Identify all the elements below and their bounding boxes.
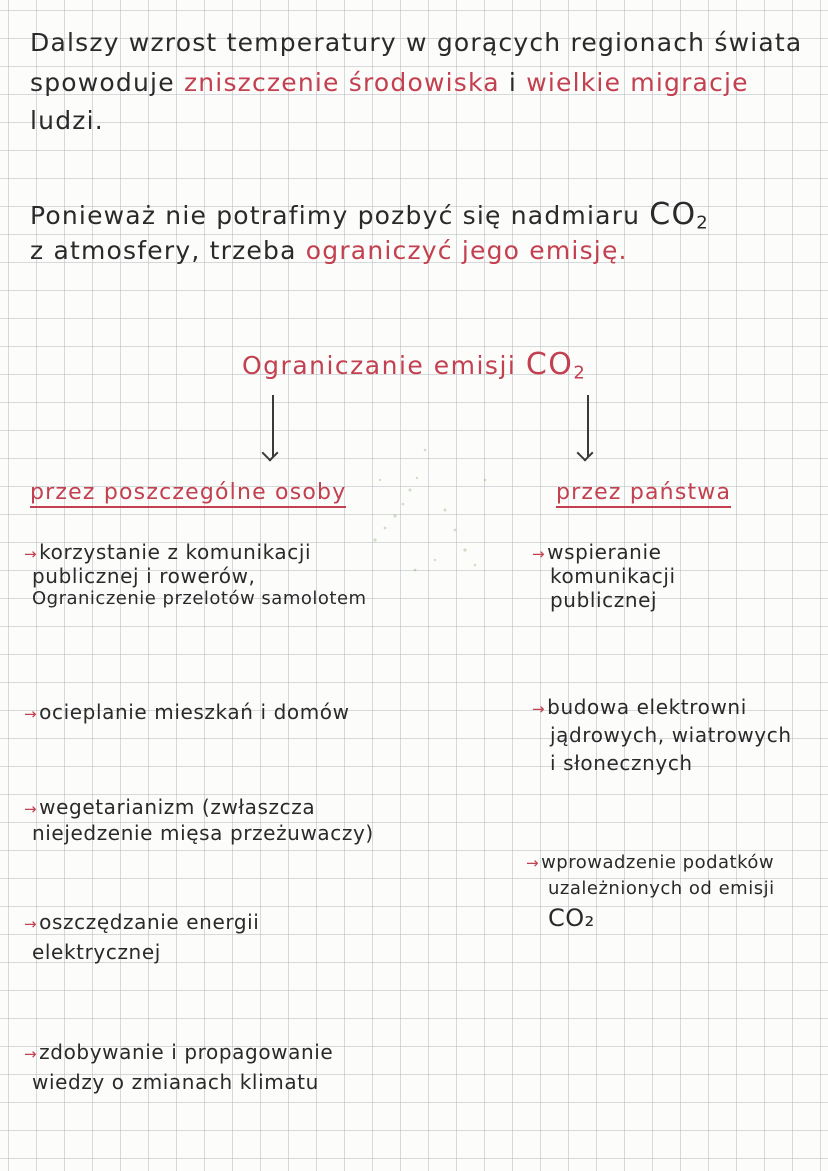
intro-line-1 [30,30,802,55]
right-item-1: → wspieranie komunikacji publicznej [532,540,676,612]
reason-text: Ponieważ nie potrafimy pozbyć się nadmiaru [30,201,641,230]
right-column-title: przez państwa [556,482,731,504]
arrow-right-icon: → [24,1045,38,1063]
arrow-down-icon [272,395,274,457]
heading-text: Ograniczanie [242,351,425,380]
heading-text: emisji [433,351,517,380]
reason-line-2 [30,238,628,263]
right-item-2: → budowa elektrowni jądrowych, wiatrowych i słonecznych [532,695,792,775]
right-item-3: → wprowadzenie podatków uzależnionych od emisji CO₂ [526,852,775,932]
co2-formula: $CO_2$ [525,347,587,384]
intro-text: i [508,68,518,97]
left-item-2: → ocieplanie mieszkań i domów [24,700,350,724]
arrow-right-icon: → [532,545,546,563]
intro-highlight: zniszczenie środowiska [183,68,500,97]
left-column-title: przez poszczególne osoby [30,482,346,504]
diagram-heading [242,347,587,384]
left-item-3: → wegetarianizm (zwłaszcza niejedzenie mięsa przeżuwaczy) [24,795,374,845]
left-item-4: → oszczędzanie energii elektrycznej [24,910,260,964]
arrow-down-icon [587,395,589,457]
arrow-right-icon: → [526,854,540,872]
faint-dots-decoration [355,420,505,580]
arrow-right-icon: → [532,700,546,718]
arrow-right-icon: → [24,800,38,818]
arrow-right-icon: → [24,705,38,723]
left-item-5: → zdobywanie i propagowanie wiedzy o zmianach klimatu [24,1040,334,1094]
intro-text: ludzi. [30,106,104,135]
arrow-right-icon: → [24,545,38,563]
co2-formula: $CO_2$ [649,197,709,234]
intro-text: spowoduje [30,68,175,97]
left-item-1: → korzystanie z komunikacji publicznej i rowerów, Ograniczenie przelotów samolotem [24,540,367,609]
intro-line-2 [30,70,749,95]
reason-text: z atmosfery, trzeba [30,236,297,265]
intro-highlight: wielkie migracje [526,68,749,97]
reason-line-1 [30,197,709,234]
arrow-right-icon: → [24,915,38,933]
reason-highlight: ograniczyć jego emisję. [305,236,628,265]
intro-text: Dalszy wzrost temperatury w gorących regionach świata [30,28,803,57]
intro-line-3 [30,108,104,133]
